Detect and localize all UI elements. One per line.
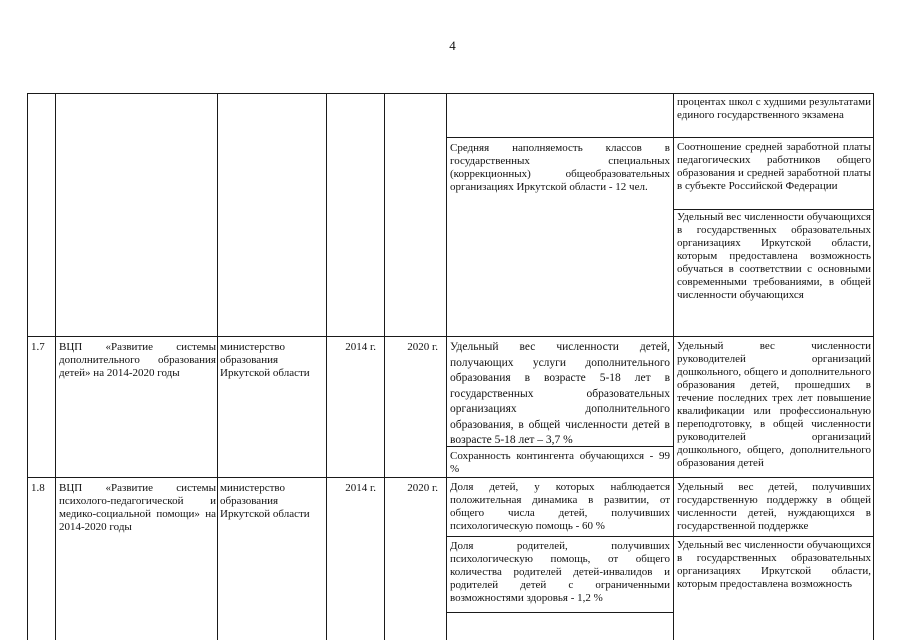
row-number: 1.7 [31, 341, 45, 353]
indicator-positive-dynamics: Доля детей, у которых наблюдается положительная динамика в развитии, от общего числа детей, получивших психологическую помощь - 60 % [450, 481, 670, 532]
program-name: ВЦП «Развитие системы психолого-педагогической и медико-социальной помощи» на 2014-2020 годы [59, 482, 216, 533]
goal-salary-ratio: Соотношение средней заработной платы педагогических работников общего образования и средней заработной платы в субъекте Российской Федерации [677, 141, 871, 192]
goal-state-support: Удельный вес детей, получивших государственную поддержку в общей численности детей, нуждающихся в государственной поддержке [677, 481, 871, 532]
indicator-retention: Сохранность контингента обучающихся - 99 % [450, 450, 670, 475]
goal-modern-requirements: Удельный вес численности обучающихся в государственных образовательных организациях Иркутской области, которым предоставлена возможность [677, 539, 871, 590]
program-name: ВЦП «Развитие системы дополнительного образования детей» на 2014-2020 годы [59, 341, 216, 379]
page-number: 4 [449, 38, 456, 53]
indicator-parents-help: Доля родителей, получивших психологическую помощь, от общего количества родителей детей-инвалидов и родителей детей с ограниченными возможностями здоровья - 1,2 % [450, 540, 670, 604]
start-year: 2014 г. [345, 482, 376, 494]
goal-text-continued: процентах школ с худшими результатами единого государственного экзамена [677, 96, 871, 121]
indicator-class-size: Средняя наполняемость классов в государственных специальных (коррекционных) общеобразовательных организациях Иркутской области - 12 чел. [450, 142, 670, 193]
indicator-additional-education: Удельный вес численности детей, получающих услуги дополнительного образования в возрасте 5-18 лет в государственных образовательных организациях дополнительного образования, в общей численности детей в возрасте 5-18 лет – 3,7 % [450, 341, 670, 446]
goal-modern-requirements: Удельный вес численности обучающихся в государственных образовательных организациях Иркутской области, которым предоставлена возможность обучаться в соответствии с основными современными требованиями, в общей численности обучающихся [677, 211, 871, 301]
executor: министерство образования Иркутской области [220, 482, 310, 520]
row-number: 1.8 [31, 482, 45, 494]
end-year: 2020 г. [407, 341, 438, 353]
end-year: 2020 г. [407, 482, 438, 494]
goal-managers-training: Удельный вес численности руководителей организаций дошкольного, общего и дополнительного образования детей, прошедших в течение последних трех лет повышение квалификации или профессиональную переподготовку, в общей численности руководителей организаций дошкольного, общего, дополнительного образования детей [677, 340, 871, 469]
executor: министерство образования Иркутской области [220, 341, 310, 379]
start-year: 2014 г. [345, 341, 376, 353]
